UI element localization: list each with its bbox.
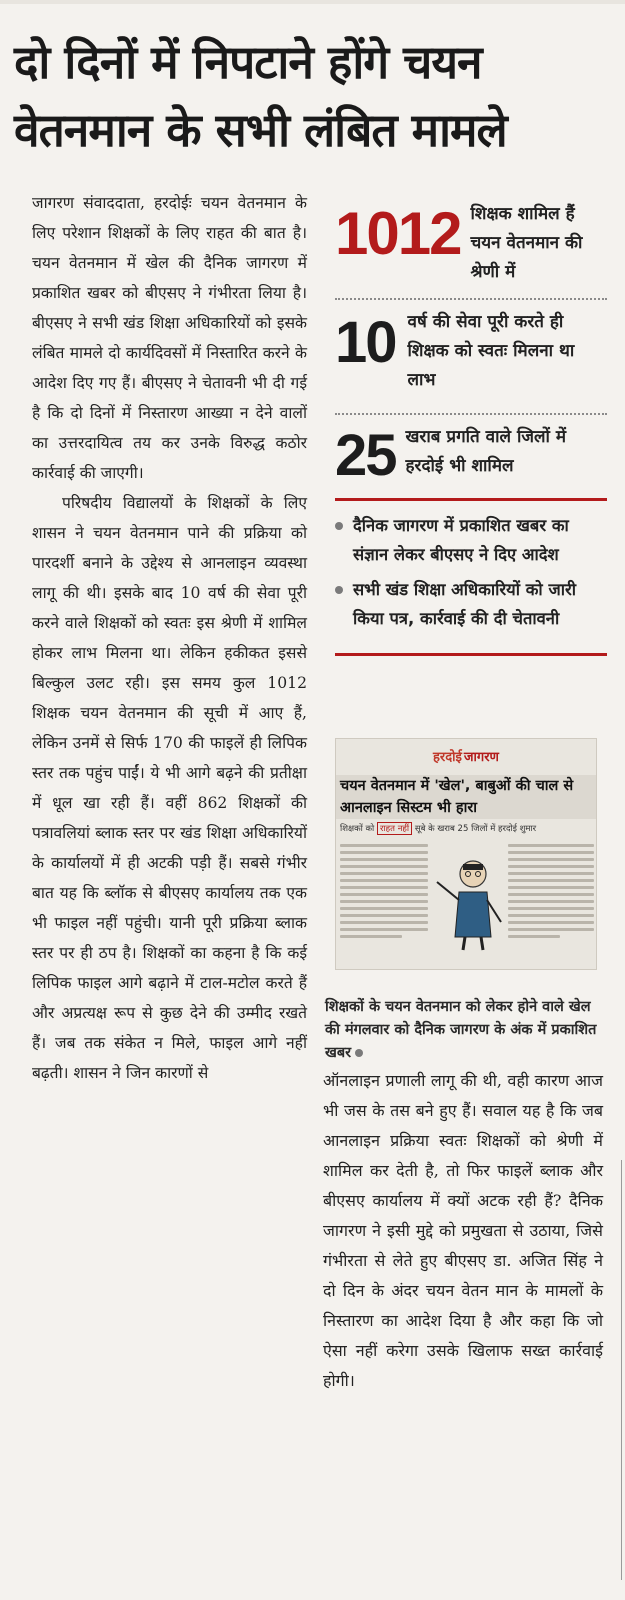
article-body-right-column: ऑनलाइन प्रणाली लागू की थी, वही कारण आज भी जस के तस बने हुए हैं। सवाल यह है कि जब आनलाइन प्रक्रिया स्वतः शिक्षकों को श्रेणी में शामिल कर देती है, तो फिर फाइलें ब्लाक और बीएसए कार्यालय में क्यों अटक रही हैं? दैनिक जागरण ने इसी मुद्दे को प्रमुखता से उठाया, जिसे गंभीरता से लेते हुए बीएसए डा. अजित सिंह ने दो दिन के अंदर चयन वेतन मान के मामलों के निस्तारण का आदेश दिया है और कहा कि जो ऐसा नहीं करेगा उसके खिलाफ सख्त कार्रवाई होगी। (323, 1071, 603, 1390)
fact-box (335, 200, 607, 656)
article-paragraph-1: जागरण संवाददाता, हरदोईः चयन वेतनमान के लिए परेशान शिक्षकों के लिए राहत की बात है। चयन वेतनमान में खेल की दैनिक जागरण में प्रकाशित खबर को बीएसए ने गंभीरता लिया है। बीएसए ने सभी खंड शिक्षा अधिकारियों को इसके लंबित मामले दो कार्यदिवसों में निस्तारित करने के आदेश दिए गए हैं। बीएसए ने चेतावनी भी दी गई है कि दो दिनों में निस्तारण आख्या न देने वालों का उत्तरदायित्व तय कर उनके विरुद्ध कठोर कार्रवाई की जाएगी। (32, 194, 307, 482)
fact-item-1 (335, 200, 607, 300)
clipping-cartoon-figure (435, 852, 505, 952)
caption-dot-icon (355, 1049, 363, 1057)
fact-item-2 (335, 300, 607, 415)
fact-number-1: 1012 (335, 200, 461, 267)
bullet-item-2 (335, 575, 607, 633)
clipping-caption (325, 996, 610, 1065)
clipping-masthead (336, 739, 596, 775)
bullet-dot-icon (335, 586, 343, 594)
clipping-sub-tag: राहत नहीं (377, 822, 412, 835)
clipping-masthead-paper: जागरण (463, 750, 499, 765)
bullet-text-2: सभी खंड शिक्षा अधिकारियों को जारी किया पत्र, कार्रवाई की दी चेतावनी (353, 580, 576, 628)
fact-text-3: खराब प्रगति वाले जिलों में हरदोई भी शामिल (405, 427, 566, 476)
headline (14, 28, 614, 164)
page-top-edge (0, 0, 625, 4)
clipping-sub-rest: सूबे के खराब 25 जिलों में हरदोई शुमार (414, 824, 537, 834)
bullet-text-1: दैनिक जागरण में प्रकाशित खबर का संज्ञान लेकर बीएसए ने दिए आदेश (353, 516, 569, 564)
fact-number-3: 25 (335, 423, 396, 488)
article-body-left-column (32, 188, 307, 1088)
fact-text-2: वर्ष की सेवा पूरी करते ही शिक्षक को स्वतः मिलना था लाभ (407, 312, 575, 390)
clipping-body (340, 840, 592, 970)
newspaper-clipping-image (335, 738, 597, 970)
clipping-caption-text: शिक्षकों के चयन वेतनमान को लेकर होने वाले खेल की मंगलवार को दैनिक जागरण के अंक में प्रकाशित खबर (325, 999, 597, 1061)
article-paragraph-2: परिषदीय विद्यालयों के शिक्षकों के लिए शासन ने चयन वेतनमान पाने की प्रक्रिया को पारदर्शी बनाने के उद्देश्य से आनलाइन व्यवस्था लागू की थी। इसके बाद 10 वर्ष की सेवा पूरी करने वाले शिक्षकों को स्वतः इस श्रेणी में शामिल होकर लाभ मिलना था। लेकिन हकीकत इससे बिल्कुल उलट रही। इस समय कुल 1012 शिक्षक चयन वेतनमान की सूची में आए हैं, लेकिन उनमें से सिर्फ 170 की फाइलें ही लिपिक स्तर तक पहुंच पाईं। ये भी आगे बढ़ने की प्रतीक्षा में धूल खा रही हैं। वहीं 862 शिक्षकों की पत्रावलियां ब्लाक स्तर पर खंड शिक्षा अधिकारियों के कार्यालयों में ही अटकी पड़ी हैं। सबसे गंभीर बात यह कि ब्लॉक से बीएसए कार्यालय तक एक भी फाइल नहीं पहुंची। यानी पूरी प्रक्रिया ब्लाक स्तर पर ही ठप है। शिक्षकों का कहना है कि कई लिपिक फाइल आगे बढ़ाने में टाल-मटोल करते हैं और अप्रत्यक्ष रूप से कुछ देने की उम्मीद रखते हैं। जब तक संकेत न मिले, फाइल आगे नहीं बढ़ती। शासन ने जिन कारणों से (32, 494, 307, 1082)
fact-text-1: शिक्षक शामिल हैं चयन वेतनमान की श्रेणी में (470, 204, 583, 282)
bullet-item-1 (335, 511, 607, 569)
clipping-masthead-city: हरदोई (433, 750, 462, 765)
highlight-bullets (335, 501, 607, 656)
clipping-subheadline (336, 819, 596, 838)
bullet-dot-icon (335, 522, 343, 530)
clipping-sub-prefix: शिक्षकों को (340, 824, 375, 834)
clipping-text-column-left (340, 840, 428, 965)
fact-number-2: 10 (335, 310, 396, 375)
page-fold-line (621, 1160, 622, 1580)
clipping-headline: चयन वेतनमान में 'खेल', बाबुओं की चाल से आनलाइन सिस्टम भी हारा (336, 775, 596, 819)
headline-line-2: वेतनमान के सभी लंबित मामले (14, 103, 507, 157)
fact-item-3 (335, 415, 607, 501)
clipping-text-column-right (508, 840, 594, 965)
headline-line-1: दो दिनों में निपटाने होंगे चयन (14, 35, 482, 89)
